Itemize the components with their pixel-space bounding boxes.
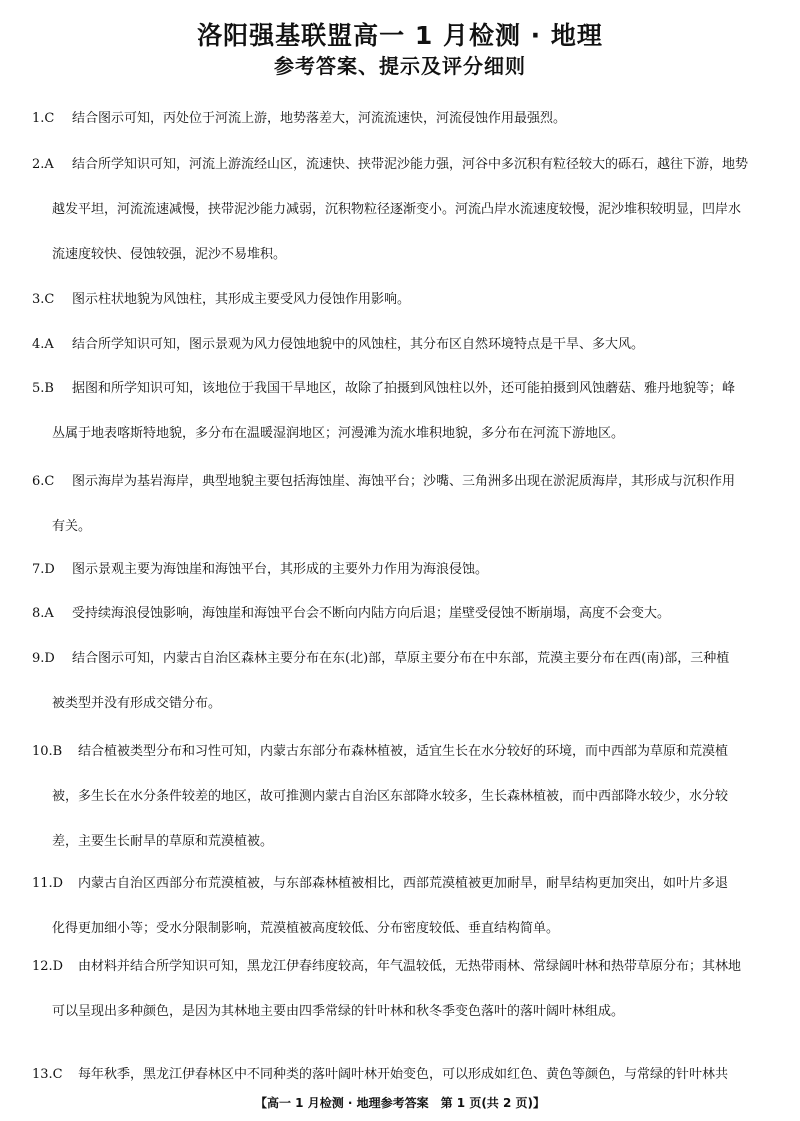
- answer-text: 越发平坦，河流流速减慢，挟带泥沙能力减弱，沉积物粒径逐渐变小。河流凸岸水流速度较慢，泥沙堆积较明显，凹岸水: [52, 202, 742, 217]
- answer-line: [32, 366, 770, 411]
- answer-line: [32, 774, 770, 819]
- answer-text: 内蒙古自治区西部分布荒漠植被，与东部森林植被相比，西部荒漠植被更加耐旱，耐旱结构更加突出，如叶片多退: [78, 876, 729, 891]
- answer-item: [32, 1052, 770, 1097]
- answer-line: [32, 681, 770, 726]
- answer-item: [32, 591, 770, 636]
- answer-item: [32, 944, 770, 1034]
- answer-number: 6.C: [32, 474, 55, 489]
- answer-text: 图示海岸为基岩海岸，典型地貌主要包括海蚀崖、海蚀平台；沙嘴、三角洲多出现在淤泥质海岸，其形成与沉积作用: [72, 474, 736, 489]
- answer-text: 由材料并结合所学知识可知，黑龙江伊春纬度较高，年气温较低，无热带雨林、常绿阔叶林和热带草原分布；其林地: [78, 959, 742, 974]
- answer-text: 结合所学知识可知，图示景观为风力侵蚀地貌中的风蚀柱，其分布区自然环境特点是干旱、多大风。: [72, 337, 645, 352]
- answer-line: [32, 989, 770, 1034]
- answer-text: 结合图示可知，内蒙古自治区森林主要分布在东(北)部，草原主要分布在中东部，荒漠主要分布在西(南)部，三种植: [72, 651, 730, 666]
- answer-line: [32, 861, 770, 906]
- page-subtitle: 参考答案、提示及评分细则: [274, 54, 526, 78]
- answer-text: 据图和所学知识可知，该地位于我国干旱地区，故除了拍摄到风蚀柱以外，还可能拍摄到风蚀蘑菇、雅丹地貌等；峰: [72, 381, 736, 396]
- page-footer: 【高一 1 月检测 · 地理参考答案 第 1 页(共 2 页)】: [255, 1096, 545, 1110]
- answer-line: [32, 277, 770, 322]
- answer-item: [32, 636, 770, 726]
- answer-number: 10.B: [32, 744, 63, 759]
- answer-line: [32, 459, 770, 504]
- answer-line: [32, 96, 770, 141]
- answer-text: 丛属于地表喀斯特地貌，多分布在温暖湿润地区；河漫滩为流水堆积地貌，多分布在河流下游地区。: [52, 426, 625, 441]
- answer-item: [32, 322, 770, 367]
- answer-text: 可以呈现出多种颜色，是因为其林地主要由四季常绿的针叶林和秋冬季变色落叶的落叶阔叶林组成。: [52, 1004, 625, 1019]
- answer-item: [32, 459, 770, 549]
- answer-item: [32, 547, 770, 592]
- answer-line: [32, 944, 770, 989]
- answer-line: [32, 411, 770, 456]
- answer-text: 结合所学知识可知，河流上游流经山区，流速快、挟带泥沙能力强，河谷中多沉积有粒径较大的砾石，越往下游，地势: [72, 157, 749, 172]
- answer-line: [32, 636, 770, 681]
- answer-number: 4.A: [32, 337, 54, 352]
- answer-line: [32, 547, 770, 592]
- answer-line: [32, 322, 770, 367]
- page-title: 洛阳强基联盟高一 1 月检测 · 地理: [197, 21, 603, 50]
- answer-item: [32, 142, 770, 277]
- answer-text: 受持续海浪侵蚀影响，海蚀崖和海蚀平台会不断向内陆方向后退；崖壁受侵蚀不断崩塌，高度不会变大。: [72, 606, 671, 621]
- answer-line: [32, 819, 770, 864]
- answer-line: [32, 1052, 770, 1097]
- answer-item: [32, 729, 770, 864]
- answer-number: 3.C: [32, 292, 55, 307]
- answer-item: [32, 96, 770, 141]
- answer-text: 化得更加细小等；受水分限制影响，荒漠植被高度较低、分布密度较低、垂直结构简单。: [52, 921, 560, 936]
- answer-number: 1.C: [32, 111, 55, 126]
- answer-number: 13.C: [32, 1067, 63, 1082]
- answer-line: [32, 187, 770, 232]
- answer-text: 被，多生长在水分条件较差的地区，故可推测内蒙古自治区东部降水较多，生长森林植被，而中西部降水较少，水分较: [52, 789, 729, 804]
- answer-number: 9.D: [32, 651, 55, 666]
- answer-line: [32, 142, 770, 187]
- answer-text: 每年秋季，黑龙江伊春林区中不同种类的落叶阔叶林开始变色，可以形成如红色、黄色等颜色，与常绿的针叶林共: [78, 1067, 729, 1082]
- answer-item: [32, 861, 770, 951]
- answer-number: 11.D: [32, 876, 64, 891]
- answer-text: 图示景观主要为海蚀崖和海蚀平台，其形成的主要外力作用为海浪侵蚀。: [72, 562, 489, 577]
- answer-text: 图示柱状地貌为风蚀柱，其形成主要受风力侵蚀作用影响。: [72, 292, 411, 307]
- answer-text: 被类型并没有形成交错分布。: [52, 696, 222, 711]
- answer-item: [32, 366, 770, 456]
- answer-text: 差，主要生长耐旱的草原和荒漠植被。: [52, 834, 274, 849]
- answer-number: 5.B: [32, 381, 54, 396]
- answer-text: 有关。: [52, 519, 92, 534]
- answer-line: [32, 729, 770, 774]
- answer-number: 7.D: [32, 562, 55, 577]
- answer-number: 2.A: [32, 157, 54, 172]
- answer-item: [32, 277, 770, 322]
- answer-line: [32, 232, 770, 277]
- answer-number: 12.D: [32, 959, 64, 974]
- answer-line: [32, 504, 770, 549]
- answer-line: [32, 591, 770, 636]
- answer-number: 8.A: [32, 606, 54, 621]
- answer-text: 流速度较快、侵蚀较强，泥沙不易堆积。: [52, 247, 287, 262]
- answer-text: 结合图示可知，丙处位于河流上游，地势落差大，河流流速快，河流侵蚀作用最强烈。: [72, 111, 567, 126]
- answer-text: 结合植被类型分布和习性可知，内蒙古东部分布森林植被，适宜生长在水分较好的环境，而中西部为草原和荒漠植: [78, 744, 729, 759]
